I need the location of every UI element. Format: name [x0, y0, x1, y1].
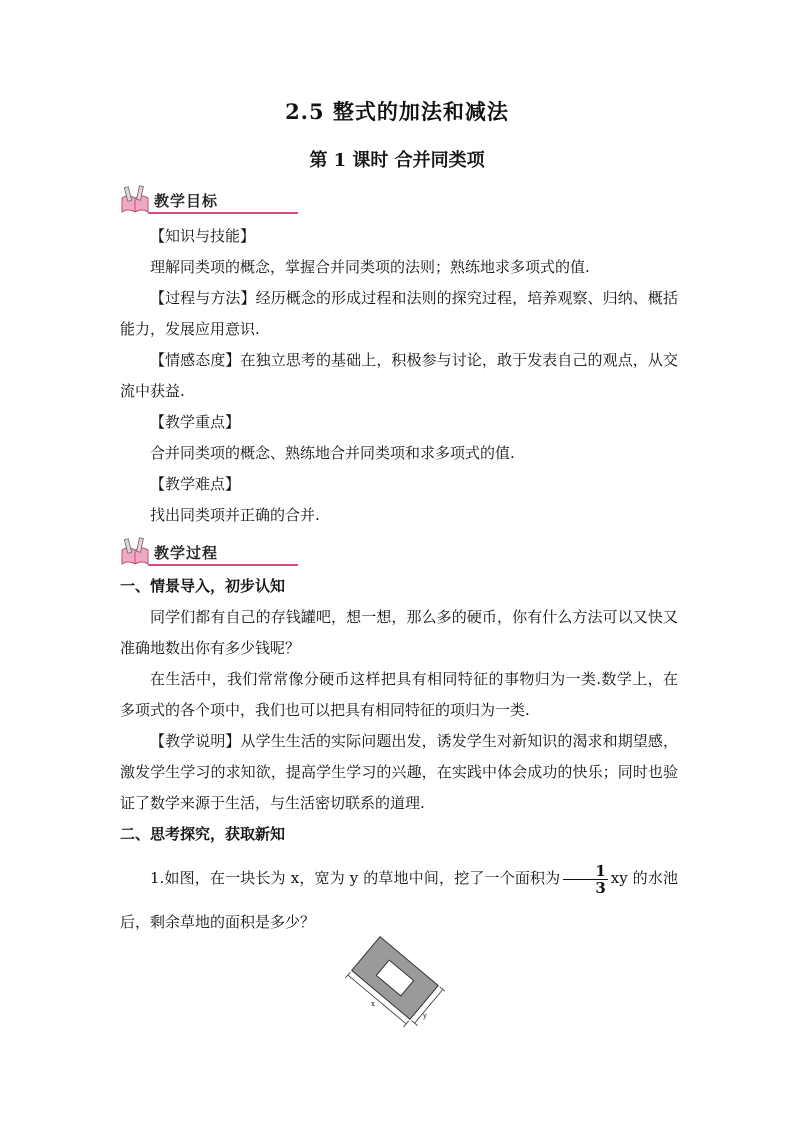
part2-heading: 二、思考探究，获取新知: [120, 825, 286, 843]
width-label: y: [423, 1012, 427, 1020]
fraction-denominator: 3: [595, 878, 606, 897]
lesson-subtitle: 第 1 课时 合并同类项: [309, 150, 485, 171]
teaching-note-label: 【教学说明】: [150, 732, 241, 750]
attitude-paragraph: [120, 345, 678, 407]
length-label: x: [371, 1000, 375, 1008]
heading-underline: [148, 564, 298, 566]
attitude-label: 【情感态度】: [150, 351, 241, 369]
section-heading-objectives: [118, 184, 298, 218]
part1-heading: 一、情景导入，初步认知: [120, 577, 286, 595]
book-pencil-icon: [118, 536, 152, 570]
teaching-note-text: 从学生生活的实际问题出发，诱发学生对新知识的渴求和期望感，激发学生学习的求知欲，提高学生学习的兴趣，在实践中体会成功的快乐；同时也验证了数学来源于生活，与生活密切联系的道理.: [120, 732, 678, 812]
section-heading-process: [118, 536, 298, 570]
attitude-text: 在独立思考的基础上，积极参与讨论，敢于发表自己的观点，从交流中获益.: [120, 351, 678, 400]
process-method-paragraph: [120, 283, 678, 345]
grass-field-figure: [345, 930, 445, 1030]
part1-paragraph-1: 同学们都有自己的存钱罐吧，想一想，那么多的硬币，你有什么方法可以又快又准确地数出你有多少钱呢？: [120, 608, 678, 657]
page-title: 2.5 整式的加法和减法: [285, 99, 509, 124]
difficulty-text: 找出同类项并正确的合并.: [150, 506, 320, 524]
key-point-text: 合并同类项的概念、熟练地合并同类项和求多项式的值.: [150, 444, 515, 462]
fraction-numerator: 1: [563, 863, 607, 880]
fraction-one-third: [563, 863, 607, 896]
teaching-note-paragraph: [120, 726, 678, 819]
process-method-label: 【过程与方法】: [150, 289, 256, 307]
book-pencil-icon: [118, 184, 152, 218]
knowledge-label: 【知识与技能】: [150, 227, 256, 245]
key-point-label: 【教学重点】: [150, 413, 241, 431]
part1-paragraph-2: 在生活中，我们常常像分硬币这样把具有相同特征的事物归为一类.数学上，在多项式的各个项中，我们也可以把具有相同特征的项归为一类.: [120, 670, 678, 719]
process-method-text: 经历概念的形成过程和法则的探究过程，培养观察、归纳、概括能力，发展应用意识.: [120, 289, 678, 338]
difficulty-label: 【教学难点】: [150, 475, 241, 493]
knowledge-text: 理解同类项的概念，掌握合并同类项的法则；熟练地求多项式的值.: [150, 258, 590, 276]
question-1-text-after: xy 的水池后，剩余草地的面积是多少？: [120, 869, 678, 931]
section-heading-text: 教学目标: [154, 192, 219, 210]
heading-underline: [148, 212, 298, 214]
question-1-text-before: 1.如图，在一块长为 x，宽为 y 的草地中间，挖了一个面积为: [150, 869, 561, 887]
section-heading-text: 教学过程: [154, 544, 219, 562]
